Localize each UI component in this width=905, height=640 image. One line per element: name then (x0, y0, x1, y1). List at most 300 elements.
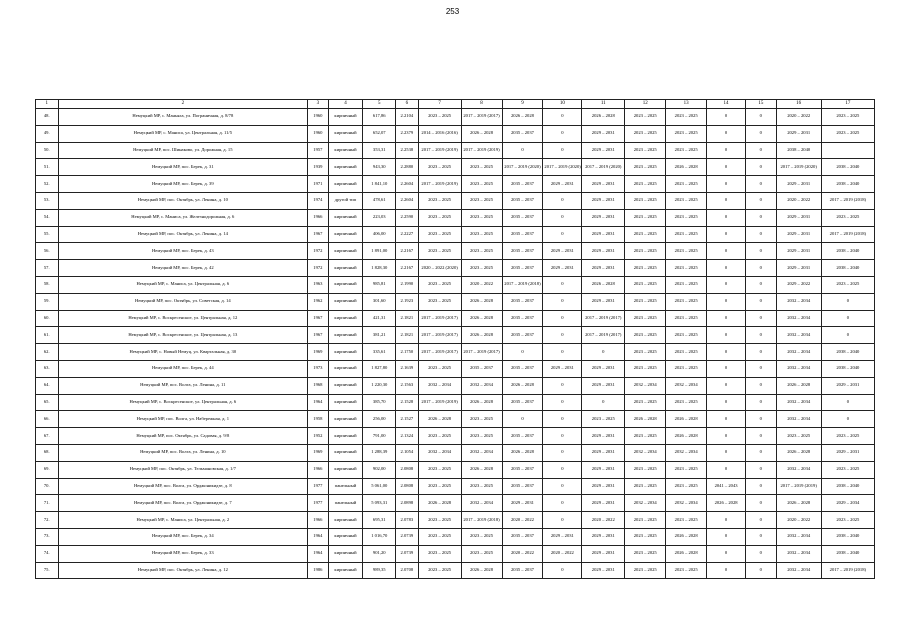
row-number-cell: 57. (36, 260, 59, 277)
period-col-16-cell: 2026 – 2028 (776, 495, 821, 512)
period-col-13-cell: 2023 – 2025 (666, 142, 707, 159)
period-col-14-cell: 2026 – 2028 (707, 495, 746, 512)
rating-cell: 2.0783 (396, 512, 419, 529)
period-col-11-cell: 0 (582, 394, 625, 411)
period-col-9-cell: 2035 – 2037 (502, 260, 543, 277)
period-col-17-cell: 2017 – 2019 (2018) (821, 192, 874, 209)
period-col-11-cell: 2029 – 2031 (582, 360, 625, 377)
period-col-15-cell: 0 (745, 293, 776, 310)
period-col-12-cell: 2032 – 2034 (625, 444, 666, 461)
period-col-7-cell: 2023 – 2025 (418, 512, 461, 529)
period-col-13-cell: 2023 – 2025 (666, 360, 707, 377)
period-col-11-cell: 2029 – 2031 (582, 125, 625, 142)
period-col-17-cell: 0 (821, 327, 874, 344)
period-col-11-cell: 2029 – 2031 (582, 142, 625, 159)
address-cell: Немуцкий МР, пос. Октябрь, ул. Тельмановская, д. 1/7 (58, 461, 308, 478)
period-col-14-cell: 0 (707, 293, 746, 310)
address-cell: Немуцкий МР, пос. Берек, д. 34 (58, 528, 308, 545)
period-col-8-cell: 2023 – 2025 (461, 478, 502, 495)
table-row (36, 142, 875, 159)
period-col-16-cell: 2029 – 2031 (776, 243, 821, 260)
period-col-14-cell: 0 (707, 260, 746, 277)
table-row (36, 109, 875, 126)
period-col-16-cell: 2029 – 2031 (776, 176, 821, 193)
area-cell: 1 891,00 (363, 243, 396, 260)
address-cell: Немуцкий МР, с. Воскресенское, ул. Центральная, д. 6 (58, 394, 308, 411)
period-col-15-cell: 0 (745, 377, 776, 394)
table-row (36, 545, 875, 562)
period-col-7-cell: 2017 – 2019 (2019) (418, 176, 461, 193)
period-col-15-cell: 0 (745, 125, 776, 142)
rating-cell: 2.0708 (396, 562, 419, 579)
period-col-10-cell: 0 (543, 125, 582, 142)
rating-cell: 2.1563 (396, 377, 419, 394)
period-col-7-cell: 2023 – 2025 (418, 360, 461, 377)
period-col-14-cell: 0 (707, 310, 746, 327)
rating-cell: 2.0808 (396, 461, 419, 478)
address-cell: Немуцкий МР, пос. Волга, ул. Набережная, д. 1 (58, 411, 308, 428)
period-col-10-cell: 2029 – 2031 (543, 360, 582, 377)
row-number-cell: 64. (36, 377, 59, 394)
period-col-11-cell: 2029 – 2031 (582, 562, 625, 579)
period-col-17-cell: 2017 – 2019 (2018) (821, 562, 874, 579)
period-col-9-cell: 2026 – 2028 (502, 377, 543, 394)
period-col-14-cell: 0 (707, 209, 746, 226)
period-col-16-cell: 2029 – 2031 (776, 226, 821, 243)
area-cell: 385,70 (363, 394, 396, 411)
period-col-14-cell: 0 (707, 360, 746, 377)
build-year-cell: 1973 (308, 360, 328, 377)
period-col-15-cell: 0 (745, 411, 776, 428)
period-col-10-cell: 0 (543, 327, 582, 344)
period-col-16-cell: 2032 – 2034 (776, 394, 821, 411)
build-year-cell: 1967 (308, 327, 328, 344)
period-col-8-cell: 2023 – 2025 (461, 528, 502, 545)
period-col-7-cell: 2032 – 2034 (418, 377, 461, 394)
area-cell: 943,30 (363, 159, 396, 176)
period-col-12-cell: 2023 – 2025 (625, 142, 666, 159)
period-col-17-cell: 2038 – 2040 (821, 360, 874, 377)
period-col-12-cell: 2023 – 2025 (625, 109, 666, 126)
row-number-cell: 70. (36, 478, 59, 495)
period-col-13-cell: 2023 – 2025 (666, 310, 707, 327)
period-col-12-cell: 2023 – 2025 (625, 528, 666, 545)
area-cell: 406,00 (363, 226, 396, 243)
wall-material-cell: кирпичный (328, 310, 363, 327)
period-col-14-cell: 0 (707, 276, 746, 293)
address-cell: Немуцкий МР, с. Маниса, ул. Железнодорожная, д. 6 (58, 209, 308, 226)
column-number-10: 10 (543, 100, 582, 109)
period-col-16-cell: 2020 – 2022 (776, 192, 821, 209)
period-col-7-cell: 2023 – 2025 (418, 209, 461, 226)
table-row (36, 293, 875, 310)
wall-material-cell: кирпичный (328, 243, 363, 260)
period-col-11-cell: 2026 – 2028 (582, 109, 625, 126)
wall-material-cell: панельный (328, 495, 363, 512)
period-col-17-cell: 0 (821, 310, 874, 327)
period-col-8-cell: 2023 – 2025 (461, 192, 502, 209)
table-row (36, 159, 875, 176)
period-col-7-cell: 2023 – 2025 (418, 428, 461, 445)
wall-material-cell: кирпичный (328, 444, 363, 461)
table-row (36, 495, 875, 512)
table-row (36, 176, 875, 193)
wall-material-cell: кирпичный (328, 428, 363, 445)
period-col-13-cell: 2032 – 2034 (666, 377, 707, 394)
period-col-12-cell: 2023 – 2025 (625, 226, 666, 243)
row-number-cell: 69. (36, 461, 59, 478)
row-number-cell: 62. (36, 344, 59, 361)
period-col-7-cell: 2023 – 2025 (418, 276, 461, 293)
row-number-cell: 72. (36, 512, 59, 529)
period-col-13-cell: 2023 – 2025 (666, 243, 707, 260)
period-col-15-cell: 0 (745, 159, 776, 176)
period-col-8-cell: 2020 – 2022 (461, 276, 502, 293)
period-col-9-cell: 2017 – 2019 (2018) (502, 276, 543, 293)
period-col-16-cell: 2029 – 2031 (776, 209, 821, 226)
area-cell: 985,81 (363, 276, 396, 293)
build-year-cell: 1966 (308, 461, 328, 478)
period-col-8-cell: 2026 – 2028 (461, 125, 502, 142)
period-col-11-cell: 2026 – 2028 (582, 276, 625, 293)
row-number-cell: 49. (36, 125, 59, 142)
wall-material-cell: кирпичный (328, 360, 363, 377)
area-cell: 1 288,39 (363, 444, 396, 461)
period-col-16-cell: 2032 – 2034 (776, 411, 821, 428)
area-cell: 1 828,30 (363, 260, 396, 277)
build-year-cell: 1960 (308, 125, 328, 142)
row-number-cell: 66. (36, 411, 59, 428)
period-col-12-cell: 2023 – 2025 (625, 461, 666, 478)
address-cell: Немуцкий МР, пос. Берек, д. 39 (58, 176, 308, 193)
address-cell: Немуцкий МР, пос. Волга, ул. Ленина, д. 11 (58, 377, 308, 394)
period-col-8-cell: 2032 – 2034 (461, 444, 502, 461)
period-col-7-cell: 2023 – 2025 (418, 159, 461, 176)
period-col-14-cell: 0 (707, 176, 746, 193)
period-col-11-cell: 2017 – 2019 (2020) (582, 159, 625, 176)
period-col-17-cell: 2017 – 2019 (2018) (821, 226, 874, 243)
period-col-15-cell: 0 (745, 142, 776, 159)
period-col-11-cell: 2029 – 2031 (582, 293, 625, 310)
table-row (36, 461, 875, 478)
address-cell: Немуцкий МР, с. Воскресенское, ул. Центральная, д. 12 (58, 310, 308, 327)
address-cell: Немуцкий МР, с. Маниса, ул. Центральная, д. 6 (58, 276, 308, 293)
period-col-7-cell: 2023 – 2025 (418, 293, 461, 310)
period-col-15-cell: 0 (745, 310, 776, 327)
build-year-cell: 1939 (308, 159, 328, 176)
row-number-cell: 65. (36, 394, 59, 411)
period-col-15-cell: 0 (745, 495, 776, 512)
period-col-8-cell: 2026 – 2028 (461, 461, 502, 478)
period-col-15-cell: 0 (745, 528, 776, 545)
table-row (36, 411, 875, 428)
build-year-cell: 1968 (308, 377, 328, 394)
table-row (36, 478, 875, 495)
rating-cell: 2.2604 (396, 192, 419, 209)
wall-material-cell: кирпичный (328, 276, 363, 293)
period-col-13-cell: 2023 – 2025 (666, 461, 707, 478)
period-col-10-cell: 0 (543, 142, 582, 159)
period-col-13-cell: 2023 – 2025 (666, 562, 707, 579)
period-col-7-cell: 2023 – 2025 (418, 192, 461, 209)
period-col-12-cell: 2023 – 2025 (625, 327, 666, 344)
build-year-cell: 1964 (308, 545, 328, 562)
rating-cell: 2.1528 (396, 394, 419, 411)
table-row (36, 512, 875, 529)
period-col-7-cell: 2026 – 2028 (418, 495, 461, 512)
period-col-13-cell: 2023 – 2025 (666, 209, 707, 226)
build-year-cell: 1966 (308, 512, 328, 529)
period-col-10-cell: 0 (543, 428, 582, 445)
period-col-17-cell: 2029 – 2031 (821, 444, 874, 461)
period-col-13-cell: 2023 – 2025 (666, 109, 707, 126)
wall-material-cell: кирпичный (328, 411, 363, 428)
period-col-10-cell: 2029 – 2031 (543, 176, 582, 193)
period-col-15-cell: 0 (745, 260, 776, 277)
wall-material-cell: кирпичный (328, 528, 363, 545)
period-col-9-cell: 2035 – 2037 (502, 226, 543, 243)
wall-material-cell: кирпичный (328, 125, 363, 142)
table-row (36, 562, 875, 579)
rating-cell: 2.1324 (396, 428, 419, 445)
period-col-15-cell: 0 (745, 545, 776, 562)
build-year-cell: 1986 (308, 562, 328, 579)
period-col-7-cell: 2017 – 2019 (2017) (418, 327, 461, 344)
period-col-10-cell: 0 (543, 109, 582, 126)
row-number-cell: 56. (36, 243, 59, 260)
period-col-14-cell: 0 (707, 243, 746, 260)
column-number-4: 4 (328, 100, 363, 109)
period-col-16-cell: 2038 – 2040 (776, 142, 821, 159)
period-col-13-cell: 2026 – 2028 (666, 528, 707, 545)
period-col-7-cell: 2014 – 2016 (2016) (418, 125, 461, 142)
table-row (36, 125, 875, 142)
period-col-10-cell: 0 (543, 192, 582, 209)
table-row (36, 428, 875, 445)
period-col-11-cell: 2029 – 2031 (582, 461, 625, 478)
period-col-16-cell: 2026 – 2028 (776, 444, 821, 461)
build-year-cell: 1957 (308, 142, 328, 159)
row-number-cell: 61. (36, 327, 59, 344)
period-col-15-cell: 0 (745, 209, 776, 226)
table-row (36, 327, 875, 344)
period-col-17-cell: 2038 – 2040 (821, 260, 874, 277)
address-cell: Немуцкий МР, пос. Октябрь, ул. Ленина, д. 10 (58, 192, 308, 209)
wall-material-cell: панельный (328, 478, 363, 495)
period-col-9-cell: 0 (502, 411, 543, 428)
build-year-cell: 1962 (308, 293, 328, 310)
column-number-2: 2 (58, 100, 308, 109)
area-cell: 1 827,80 (363, 360, 396, 377)
period-col-12-cell: 2032 – 2034 (625, 377, 666, 394)
rating-cell: 2.1054 (396, 444, 419, 461)
period-col-9-cell: 2029 – 2031 (502, 495, 543, 512)
area-cell: 1 016,70 (363, 528, 396, 545)
period-col-12-cell: 2026 – 2028 (625, 411, 666, 428)
period-col-11-cell: 2017 – 2019 (2017) (582, 327, 625, 344)
address-cell: Немуцкий МР, пос. Волга, ул. Орджоникидзе, д. 8 (58, 478, 308, 495)
period-col-8-cell: 2026 – 2028 (461, 310, 502, 327)
period-col-14-cell: 2041 – 2043 (707, 478, 746, 495)
period-col-9-cell: 2035 – 2037 (502, 192, 543, 209)
area-cell: 1 841,10 (363, 176, 396, 193)
period-col-14-cell: 0 (707, 461, 746, 478)
period-col-14-cell: 0 (707, 142, 746, 159)
column-number-5: 5 (363, 100, 396, 109)
period-col-15-cell: 0 (745, 360, 776, 377)
period-col-12-cell: 2023 – 2025 (625, 360, 666, 377)
rating-cell: 2.2379 (396, 125, 419, 142)
area-cell: 301,60 (363, 293, 396, 310)
period-col-17-cell: 2029 – 2034 (821, 495, 874, 512)
period-col-16-cell: 2032 – 2034 (776, 360, 821, 377)
period-col-15-cell: 0 (745, 243, 776, 260)
period-col-12-cell: 2023 – 2025 (625, 276, 666, 293)
rating-cell: 2.0808 (396, 478, 419, 495)
page-number: 253 (445, 7, 460, 16)
period-col-11-cell: 2029 – 2031 (582, 478, 625, 495)
period-col-11-cell: 2029 – 2031 (582, 495, 625, 512)
period-col-13-cell: 2032 – 2034 (666, 495, 707, 512)
period-col-9-cell: 2035 – 2037 (502, 478, 543, 495)
period-col-7-cell: 2023 – 2025 (418, 226, 461, 243)
period-col-12-cell: 2023 – 2025 (625, 293, 666, 310)
period-col-14-cell: 0 (707, 444, 746, 461)
column-number-11: 11 (582, 100, 625, 109)
address-cell: Немуцкий МР, с. Маньяла, ул. Пограничная, д. 8/78 (58, 109, 308, 126)
period-col-10-cell: 0 (543, 209, 582, 226)
table-row (36, 243, 875, 260)
period-col-16-cell: 2020 – 2022 (776, 109, 821, 126)
period-col-10-cell: 0 (543, 377, 582, 394)
area-cell: 901,20 (363, 545, 396, 562)
period-col-14-cell: 0 (707, 512, 746, 529)
period-col-17-cell: 2023 – 2025 (821, 109, 874, 126)
row-number-cell: 63. (36, 360, 59, 377)
build-year-cell: 1966 (308, 209, 328, 226)
table-row (36, 192, 875, 209)
address-cell: Немуцкий МР, пос. Берек, д. 44 (58, 360, 308, 377)
wall-material-cell: кирпичный (328, 159, 363, 176)
rating-cell: 2.1527 (396, 411, 419, 428)
period-col-10-cell: 0 (543, 461, 582, 478)
table-row (36, 310, 875, 327)
rating-cell: 2.1639 (396, 360, 419, 377)
period-col-16-cell: 2029 – 2022 (776, 276, 821, 293)
period-col-10-cell: 0 (543, 276, 582, 293)
period-col-13-cell: 2026 – 2028 (666, 428, 707, 445)
period-col-12-cell: 2032 – 2034 (625, 495, 666, 512)
period-col-16-cell: 2017 – 2019 (2020) (776, 159, 821, 176)
period-col-10-cell: 0 (543, 478, 582, 495)
period-col-14-cell: 0 (707, 125, 746, 142)
column-number-14: 14 (707, 100, 746, 109)
period-col-11-cell: 2029 – 2031 (582, 243, 625, 260)
period-col-17-cell: 0 (821, 293, 874, 310)
period-col-12-cell: 2023 – 2025 (625, 125, 666, 142)
period-col-14-cell: 0 (707, 109, 746, 126)
period-col-16-cell: 2023 – 2025 (776, 428, 821, 445)
row-number-cell: 75. (36, 562, 59, 579)
period-col-8-cell: 2023 – 2025 (461, 209, 502, 226)
period-col-8-cell: 2023 – 2025 (461, 243, 502, 260)
period-col-13-cell: 2023 – 2025 (666, 260, 707, 277)
period-col-11-cell: 2029 – 2031 (582, 209, 625, 226)
table-row (36, 377, 875, 394)
period-col-10-cell: 2020 – 2022 (543, 545, 582, 562)
column-number-13: 13 (666, 100, 707, 109)
period-col-10-cell: 0 (543, 411, 582, 428)
period-col-17-cell: 2023 – 2025 (821, 209, 874, 226)
address-cell: Немуцкий МР, пос. Шинаково, ул. Дорожная, д. 15 (58, 142, 308, 159)
period-col-12-cell: 2023 – 2025 (625, 310, 666, 327)
period-col-10-cell: 2029 – 2031 (543, 243, 582, 260)
period-col-17-cell: 2038 – 2040 (821, 159, 874, 176)
period-col-11-cell: 2029 – 2031 (582, 260, 625, 277)
period-col-16-cell: 2032 – 2034 (776, 528, 821, 545)
period-col-14-cell: 0 (707, 344, 746, 361)
period-col-7-cell: 2023 – 2025 (418, 478, 461, 495)
period-col-9-cell: 2035 – 2037 (502, 394, 543, 411)
period-col-11-cell: 2017 – 2019 (2017) (582, 310, 625, 327)
period-col-10-cell: 0 (543, 444, 582, 461)
area-cell: 902,00 (363, 461, 396, 478)
period-col-9-cell: 2035 – 2037 (502, 293, 543, 310)
period-col-7-cell: 2017 – 2019 (2019) (418, 394, 461, 411)
build-year-cell: 1958 (308, 411, 328, 428)
period-col-12-cell: 2023 – 2025 (625, 176, 666, 193)
table-row (36, 260, 875, 277)
wall-material-cell: другой тип (328, 192, 363, 209)
column-number-9: 9 (502, 100, 543, 109)
address-cell: Немуцкий МР, пос. Берек, д. 31 (58, 159, 308, 176)
period-col-13-cell: 2023 – 2025 (666, 512, 707, 529)
column-number-7: 7 (418, 100, 461, 109)
period-col-17-cell: 2023 – 2025 (821, 512, 874, 529)
period-col-12-cell: 2023 – 2025 (625, 478, 666, 495)
area-cell: 989,35 (363, 562, 396, 579)
period-col-17-cell: 2038 – 2040 (821, 344, 874, 361)
period-col-8-cell: 2023 – 2025 (461, 411, 502, 428)
period-col-8-cell: 2023 – 2025 (461, 428, 502, 445)
period-col-12-cell: 2023 – 2025 (625, 159, 666, 176)
period-col-8-cell: 2023 – 2025 (461, 260, 502, 277)
period-col-13-cell: 2032 – 2034 (666, 444, 707, 461)
period-col-17-cell: 2023 – 2025 (821, 428, 874, 445)
period-col-11-cell: 0 (582, 344, 625, 361)
area-cell: 5 093,31 (363, 495, 396, 512)
rating-cell: 2.1821 (396, 327, 419, 344)
period-col-16-cell: 2029 – 2031 (776, 125, 821, 142)
row-number-cell: 73. (36, 528, 59, 545)
address-cell: Немуцкий МР, с. Воскресенское, ул. Центральная, д. 13 (58, 327, 308, 344)
period-col-7-cell: 2023 – 2025 (418, 545, 461, 562)
rating-cell: 2.2167 (396, 260, 419, 277)
period-col-10-cell: 0 (543, 495, 582, 512)
period-col-16-cell: 2032 – 2034 (776, 293, 821, 310)
build-year-cell: 1963 (308, 276, 328, 293)
period-col-11-cell: 2029 – 2031 (582, 176, 625, 193)
wall-material-cell: кирпичный (328, 209, 363, 226)
period-col-16-cell: 2032 – 2034 (776, 545, 821, 562)
wall-material-cell: кирпичный (328, 293, 363, 310)
period-col-13-cell: 2023 – 2025 (666, 125, 707, 142)
period-col-8-cell: 2017 – 2019 (2018) (461, 512, 502, 529)
period-col-9-cell: 2017 – 2019 (2020) (502, 159, 543, 176)
period-col-7-cell: 2023 – 2025 (418, 243, 461, 260)
address-cell: Немуцкий МР, с. Новый Немуц, ул. Квартальная, д. 30 (58, 344, 308, 361)
column-number-3: 3 (308, 100, 328, 109)
